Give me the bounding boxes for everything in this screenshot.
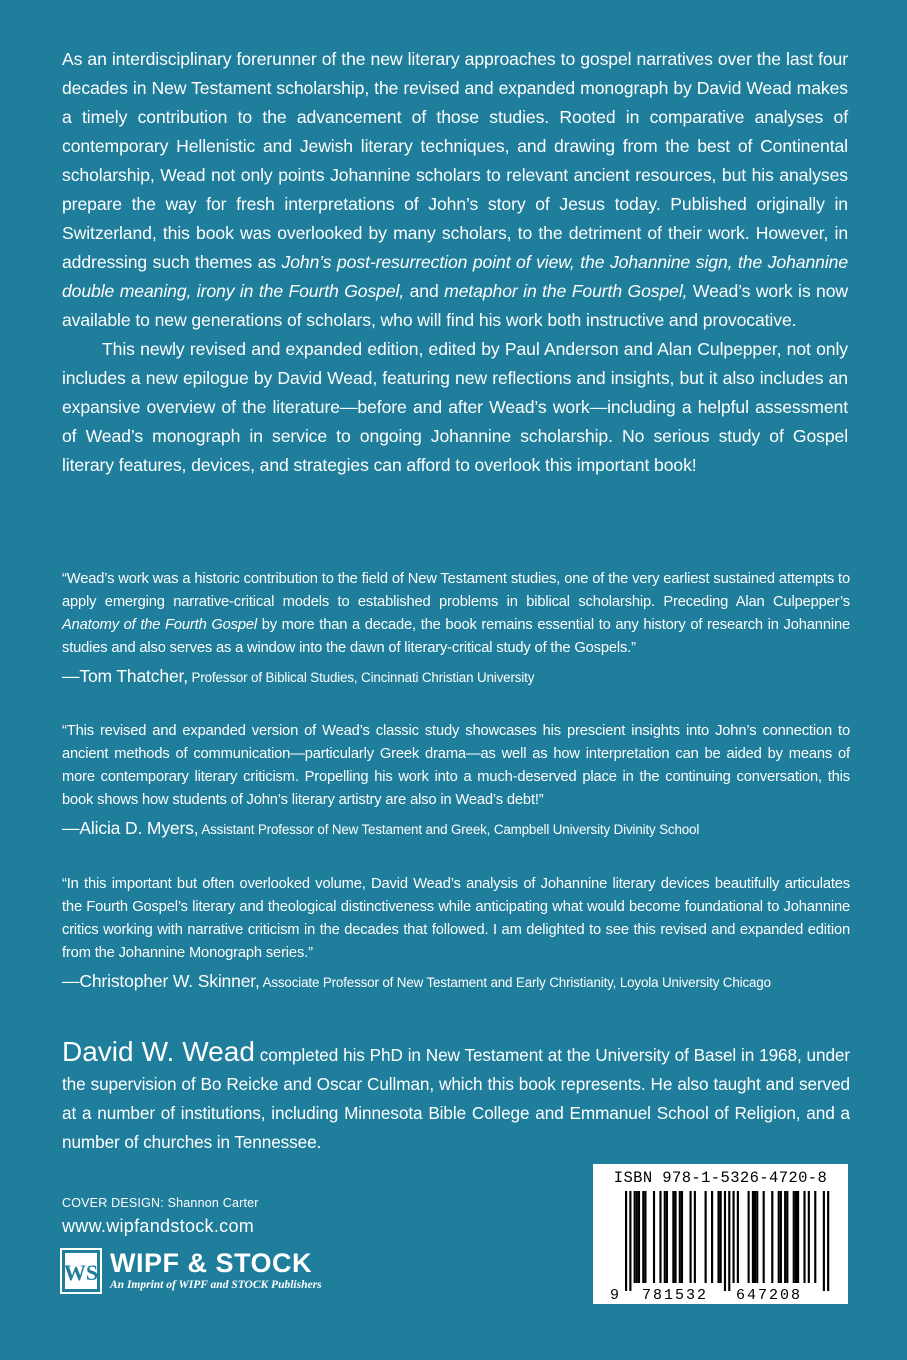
barcode-bar bbox=[672, 1191, 674, 1283]
barcode-bar bbox=[771, 1191, 773, 1283]
barcode-bar bbox=[653, 1191, 655, 1283]
barcode-bar bbox=[634, 1191, 636, 1283]
publisher-name: WIPF & STOCK bbox=[110, 1248, 313, 1278]
endorsement-attribution bbox=[62, 969, 850, 995]
barcode-bar bbox=[823, 1191, 825, 1291]
logo-mark-text: WS bbox=[63, 1260, 99, 1285]
barcode-bar bbox=[642, 1191, 644, 1283]
isbn-label: ISBN 978-1-5326-4720-8 bbox=[613, 1169, 828, 1187]
author-bio-text: completed his PhD in New Testament at the University of Basel in 1968, under the supervision of Bo Reicke and Oscar Cullman, which this book represents. He also taught and served at a number of institutions, including Minnesota Bible College and Emmanuel School of Religion, and a number of churches in Tennessee. bbox=[62, 1045, 850, 1152]
book-description bbox=[62, 45, 848, 480]
cover-design-credit: COVER DESIGN: Shannon Carter bbox=[62, 1196, 259, 1210]
endorsement bbox=[62, 568, 850, 690]
barcode-bar bbox=[784, 1191, 786, 1283]
barcode-bar bbox=[733, 1191, 735, 1283]
barcode-bar bbox=[795, 1191, 797, 1283]
barcode-digits-left: 781532 bbox=[641, 1287, 709, 1303]
barcode-digits-right: 647208 bbox=[735, 1287, 803, 1303]
barcode-bar bbox=[778, 1191, 780, 1283]
description-paragraph-1: As an interdisciplinary forerunner of the new literary approaches to gospel narratives over the last four decades in New Testament scholarship, the revised and expanded monograph by David Wead makes a timely contribution to the advancement of those studies. Rooted in comparative analyses of contemporary Hellenistic and Jewish literary techniques, and drawing from the best of Continental scholarship, Wead not only points Johannine scholars to relevant ancient resources, but his analyses prepare the way for fresh interpretations of John’s story of Jesus today. Published originally in Switzerland, this book was overlooked by many scholars, to the detriment of their work. However, in addressing such themes as John’s post-resurrection point of view, the Johannine sign, the Johannine double meaning, irony in the Fourth Gospel, and metaphor in the Fourth Gospel, Wead’s work is now available to new generations of scholars, who will find his work both instructive and provocative. bbox=[62, 49, 849, 330]
barcode-bar bbox=[737, 1191, 739, 1283]
endorsement-quote: “In this important but often overlooked volume, David Wead’s analysis of Johannine literary devices beautifully articulates the Fourth Gospel’s literary and theological distinctiveness while anticipating what would become foundational to Johannine critics working with narrative criticism in the decades that followed. I am delighted to see this revised and expanded edition from the Johannine Monograph series.” bbox=[62, 876, 850, 961]
barcode-graphic bbox=[607, 1191, 835, 1303]
barcode-bar bbox=[636, 1191, 638, 1283]
barcode-bar bbox=[720, 1191, 722, 1283]
endorsement-attribution bbox=[62, 664, 850, 690]
barcode-bar bbox=[679, 1191, 681, 1283]
endorsement-attribution bbox=[62, 816, 850, 842]
ws-logo-icon bbox=[60, 1248, 102, 1294]
publisher-logo bbox=[60, 1248, 380, 1300]
barcode-bar bbox=[797, 1191, 799, 1283]
author-bio bbox=[62, 1037, 850, 1157]
barcode-bar bbox=[690, 1191, 692, 1283]
barcode-bar bbox=[629, 1191, 631, 1291]
barcode-bar bbox=[664, 1191, 666, 1283]
endorsement bbox=[62, 720, 850, 842]
barcode-bar bbox=[644, 1191, 646, 1283]
barcode-bar bbox=[808, 1191, 810, 1283]
barcode-bar bbox=[724, 1191, 726, 1291]
barcode-bar bbox=[748, 1191, 750, 1283]
author-name: David W. Wead bbox=[62, 1036, 255, 1067]
isbn-barcode bbox=[593, 1164, 848, 1304]
barcode-bar bbox=[728, 1191, 730, 1291]
barcode-bar bbox=[793, 1191, 795, 1283]
description-paragraph-2: This newly revised and expanded edition, edited by Paul Anderson and Alan Culpepper, not only includes a new epilogue by David Wead, featuring new reflections and insights, but it also includes an expansive overview of the literature—before and after Wead’s work—including a helpful assessment of Wead’s monograph in service to ongoing Johannine scholarship. No serious study of Gospel literary features, devices, and strategies can afford to overlook this important book! bbox=[62, 339, 848, 475]
barcode-bar bbox=[763, 1191, 765, 1283]
endorser-title: Associate Professor of New Testament and Early Christianity, Loyola University Chicago bbox=[259, 975, 771, 990]
barcode-bar bbox=[659, 1191, 661, 1283]
barcode-bar bbox=[638, 1191, 640, 1283]
endorser-name: —Tom Thatcher, bbox=[62, 666, 188, 686]
barcode-bar bbox=[705, 1191, 707, 1283]
barcode-bar bbox=[752, 1191, 754, 1283]
endorser-name: —Alicia D. Myers, bbox=[62, 818, 199, 838]
barcode-bar bbox=[625, 1191, 627, 1291]
barcode-bar bbox=[674, 1191, 676, 1283]
endorsement-quote: “Wead’s work was a historic contribution to the field of New Testament studies, one of the very earliest sustained attempts to apply emerging narrative-critical models to established problems in biblical scholarship. Preceding Alan Culpepper’s Anatomy of the Fourth Gospel by more than a decade, the book remains essential to any history of research in Johannine studies and also serves as a window into the dawn of literary-critical study of the Gospels.” bbox=[62, 571, 850, 656]
endorser-title: Assistant Professor of New Testament and Greek, Campbell University Divinity School bbox=[198, 822, 700, 837]
endorsement bbox=[62, 873, 850, 995]
barcode-bar bbox=[711, 1191, 713, 1283]
barcode-bar bbox=[803, 1191, 805, 1283]
barcode-bar bbox=[681, 1191, 683, 1283]
barcode-bar bbox=[756, 1191, 758, 1283]
endorser-name: —Christopher W. Skinner, bbox=[62, 971, 260, 991]
barcode-bar bbox=[694, 1191, 696, 1283]
barcode-bar bbox=[666, 1191, 668, 1283]
barcode-bar bbox=[827, 1191, 829, 1291]
publisher-tagline: An Imprint of WIPF and STOCK Publishers bbox=[110, 1279, 322, 1291]
barcode-bar bbox=[786, 1191, 788, 1283]
barcode-bar bbox=[780, 1191, 782, 1283]
endorser-title: Professor of Biblical Studies, Cincinnati Christian University bbox=[187, 670, 535, 685]
barcode-bar bbox=[717, 1191, 719, 1283]
credits bbox=[62, 1195, 259, 1238]
endorsement-quote: “This revised and expanded version of Wead’s classic study showcases his prescient insights into John’s connection to ancient methods of communication—particularly Greek drama—as well as how interpretation can be aided by means of more contemporary literary criticism. Propelling his work into a much-deserved place in the continuing conversation, this book shows how students of John’s literary artistry are also in Wead’s debt!” bbox=[62, 723, 850, 808]
barcode-bar bbox=[814, 1191, 816, 1283]
barcode-digit-first: 9 bbox=[610, 1287, 620, 1303]
publisher-website: www.wipfandstock.com bbox=[62, 1216, 255, 1236]
barcode-bar bbox=[754, 1191, 756, 1283]
